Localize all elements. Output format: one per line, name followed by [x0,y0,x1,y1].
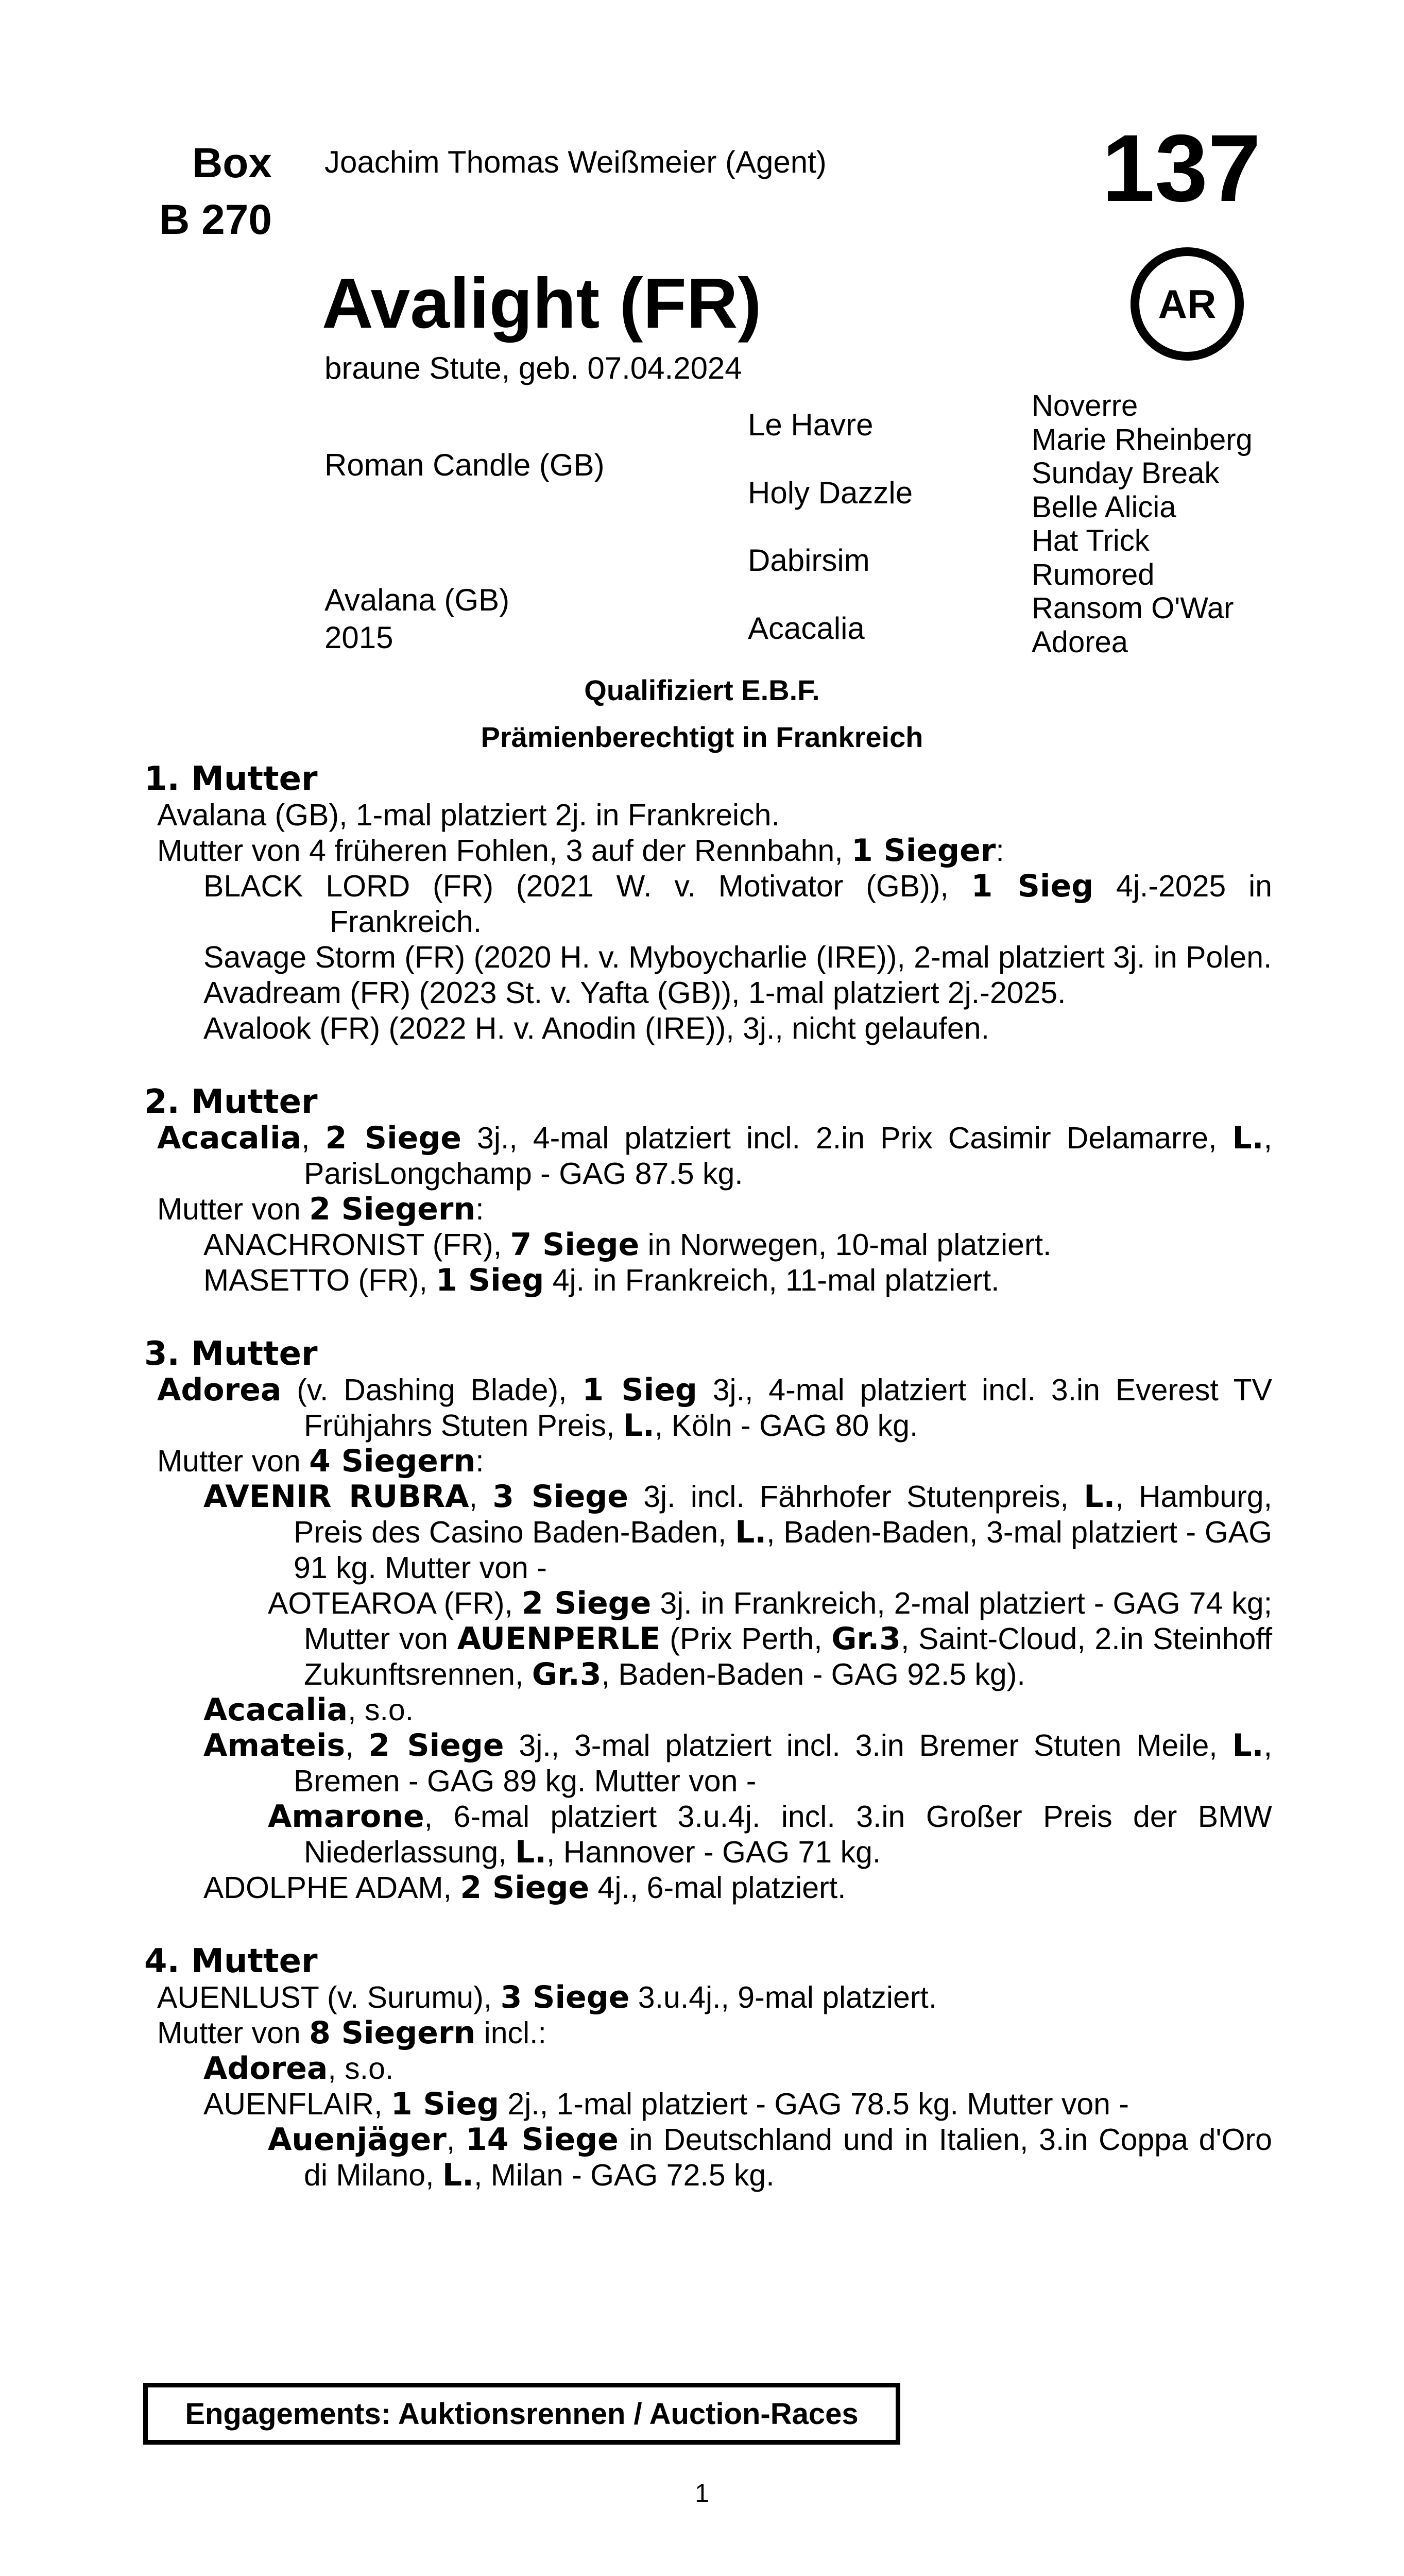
m4-offspring: Adorea, s.o. [203,2050,394,2087]
box-number: B 270 [159,196,272,243]
pedigree-gen3-item: Marie Rheinberg [1032,422,1253,456]
m2-offspring: ANACHRONIST (FR), 7 Siege in Norwegen, 10-mal platziert. [203,1227,1052,1263]
m3-offspring: AVENIR RUBRA, 3 Siege 3j. incl. Fährhofer Stutenpreis, L., Hamburg, Preis des Casino Baden-Baden, L., Baden-Baden, 3-mal platziert - GAG 91 kg. Mutter von - [203,1479,1272,1585]
m2-offspring: MASETTO (FR), 1 Sieg 4j. in Frankreich, 11-mal platziert. [203,1262,1000,1298]
m4-line: Mutter von 8 Siegern incl.: [157,2015,546,2051]
m4-line: AUENLUST (v. Surumu), 3 Siege 3.u.4j., 9-mal platziert. [157,1979,937,2015]
m2-line: Acacalia, 2 Siege 3j., 4-mal platziert incl. 2.in Prix Casimir Delamarre, L., ParisLongchamp - GAG 87.5 kg. [157,1120,1272,1191]
engagements-label: Engagements: Auktionsrennen / Auction-Races [185,2397,859,2431]
m2-line: Mutter von 2 Siegern: [157,1191,484,1227]
m1-offspring: Savage Storm (FR) (2020 H. v. Myboycharlie (IRE)), 2-mal platziert 3j. in Polen. [203,940,1272,974]
m4-offspring: AUENFLAIR, 1 Sieg 2j., 1-mal platziert - GAG 78.5 kg. Mutter von - [203,2086,1129,2122]
m3-line: Mutter von 4 Siegern: [157,1443,484,1479]
pedigree-gen3 [1032,389,1253,659]
ar-badge [1131,247,1244,361]
m1-line: Mutter von 4 früheren Fohlen, 3 auf der Rennbahn, 1 Sieger: [157,833,1004,869]
page-number: 1 [695,2479,709,2507]
pedigree-gen3-item: Rumored [1032,557,1155,591]
pedigree-gen3-item: Sunday Break [1032,456,1220,490]
horse-description: braune Stute, geb. 07.04.2024 [324,351,742,385]
engagements-box [143,2383,900,2445]
pedigree-gen2-item: Dabirsim [748,543,870,578]
m3-grand-offspring: Amarone, 6-mal platziert 3.u.4j. incl. 3.in Großer Preis der BMW Niederlassung, L., Hannover - GAG 71 kg. [268,1799,1272,1870]
m1-offspring: Avadream (FR) (2023 St. v. Yafta (GB)), 1-mal platziert 2j.-2025. [203,976,1066,1010]
pedigree-gen3-item: Adorea [1032,625,1128,659]
pedigree-gen2-item: Acacalia [748,611,865,646]
pedigree-dam: Avalana (GB) [324,583,510,617]
section-title-2: 2. Mutter [144,1083,318,1121]
pedigree-gen3-item: Noverre [1032,389,1138,422]
m3-grand-offspring: AOTEAROA (FR), 2 Siege 3j. in Frankreich, 2-mal platziert - GAG 74 kg; Mutter von AUENPERLE (Prix Perth, Gr.3, Saint-Cloud, 2.in Steinhoff Zukunftsrennen, Gr.3, Baden-Baden - GAG 92.5 kg). [268,1585,1272,1692]
lot-number: 137 [1102,115,1261,222]
ar-badge-label: AR [1158,281,1217,327]
qualification-ebf: Qualifiziert E.B.F. [584,674,820,706]
pedigree-gen3-item: Ransom O'War [1032,591,1234,625]
pedigree-gen2-item: Holy Dazzle [748,476,913,510]
qualification-france: Prämienberechtigt in Frankreich [481,721,923,753]
m3-line: Adorea (v. Dashing Blade), 1 Sieg 3j., 4-mal platziert incl. 3.in Everest TV Frühjahrs Stuten Preis, L., Köln - GAG 80 kg. [157,1372,1272,1444]
m3-offspring: Acacalia, s.o. [203,1692,414,1728]
m4-grand-offspring: Auenjäger, 14 Siege in Deutschland und in Italien, 3.in Coppa d'Oro di Milano, L., Milan - GAG 72.5 kg. [268,2122,1272,2193]
box-label: Box [192,140,272,187]
dam-line-text [144,760,1272,2193]
section-title-3: 3. Mutter [144,1335,318,1373]
pedigree-gen3-item: Hat Trick [1032,524,1150,557]
m3-offspring: Amateis, 2 Siege 3j., 3-mal platziert incl. 3.in Bremer Stuten Meile, L., Bremen - GAG 89 kg. Mutter von - [203,1727,1272,1798]
agent-name: Joachim Thomas Weißmeier (Agent) [324,145,827,179]
section-title-4: 4. Mutter [144,1942,318,1980]
m1-offspring: Avalook (FR) (2022 H. v. Anodin (IRE)), 3j., nicht gelaufen. [203,1011,989,1045]
m1-offspring: BLACK LORD (FR) (2021 W. v. Motivator (GB)), 1 Sieg 4j.-2025 in Frankreich. [203,868,1272,939]
m1-line: Avalana (GB), 1-mal platziert 2j. in Frankreich. [157,798,780,832]
pedigree-dam-year: 2015 [324,620,393,655]
pedigree-gen3-item: Belle Alicia [1032,490,1176,524]
m3-offspring: ADOLPHE ADAM, 2 Siege 4j., 6-mal platziert. [203,1870,846,1906]
pedigree-gen2-item: Le Havre [748,408,874,442]
pedigree-sire: Roman Candle (GB) [324,448,605,482]
section-title-1: 1. Mutter [144,760,318,798]
horse-name: Avalight (FR) [322,264,762,343]
